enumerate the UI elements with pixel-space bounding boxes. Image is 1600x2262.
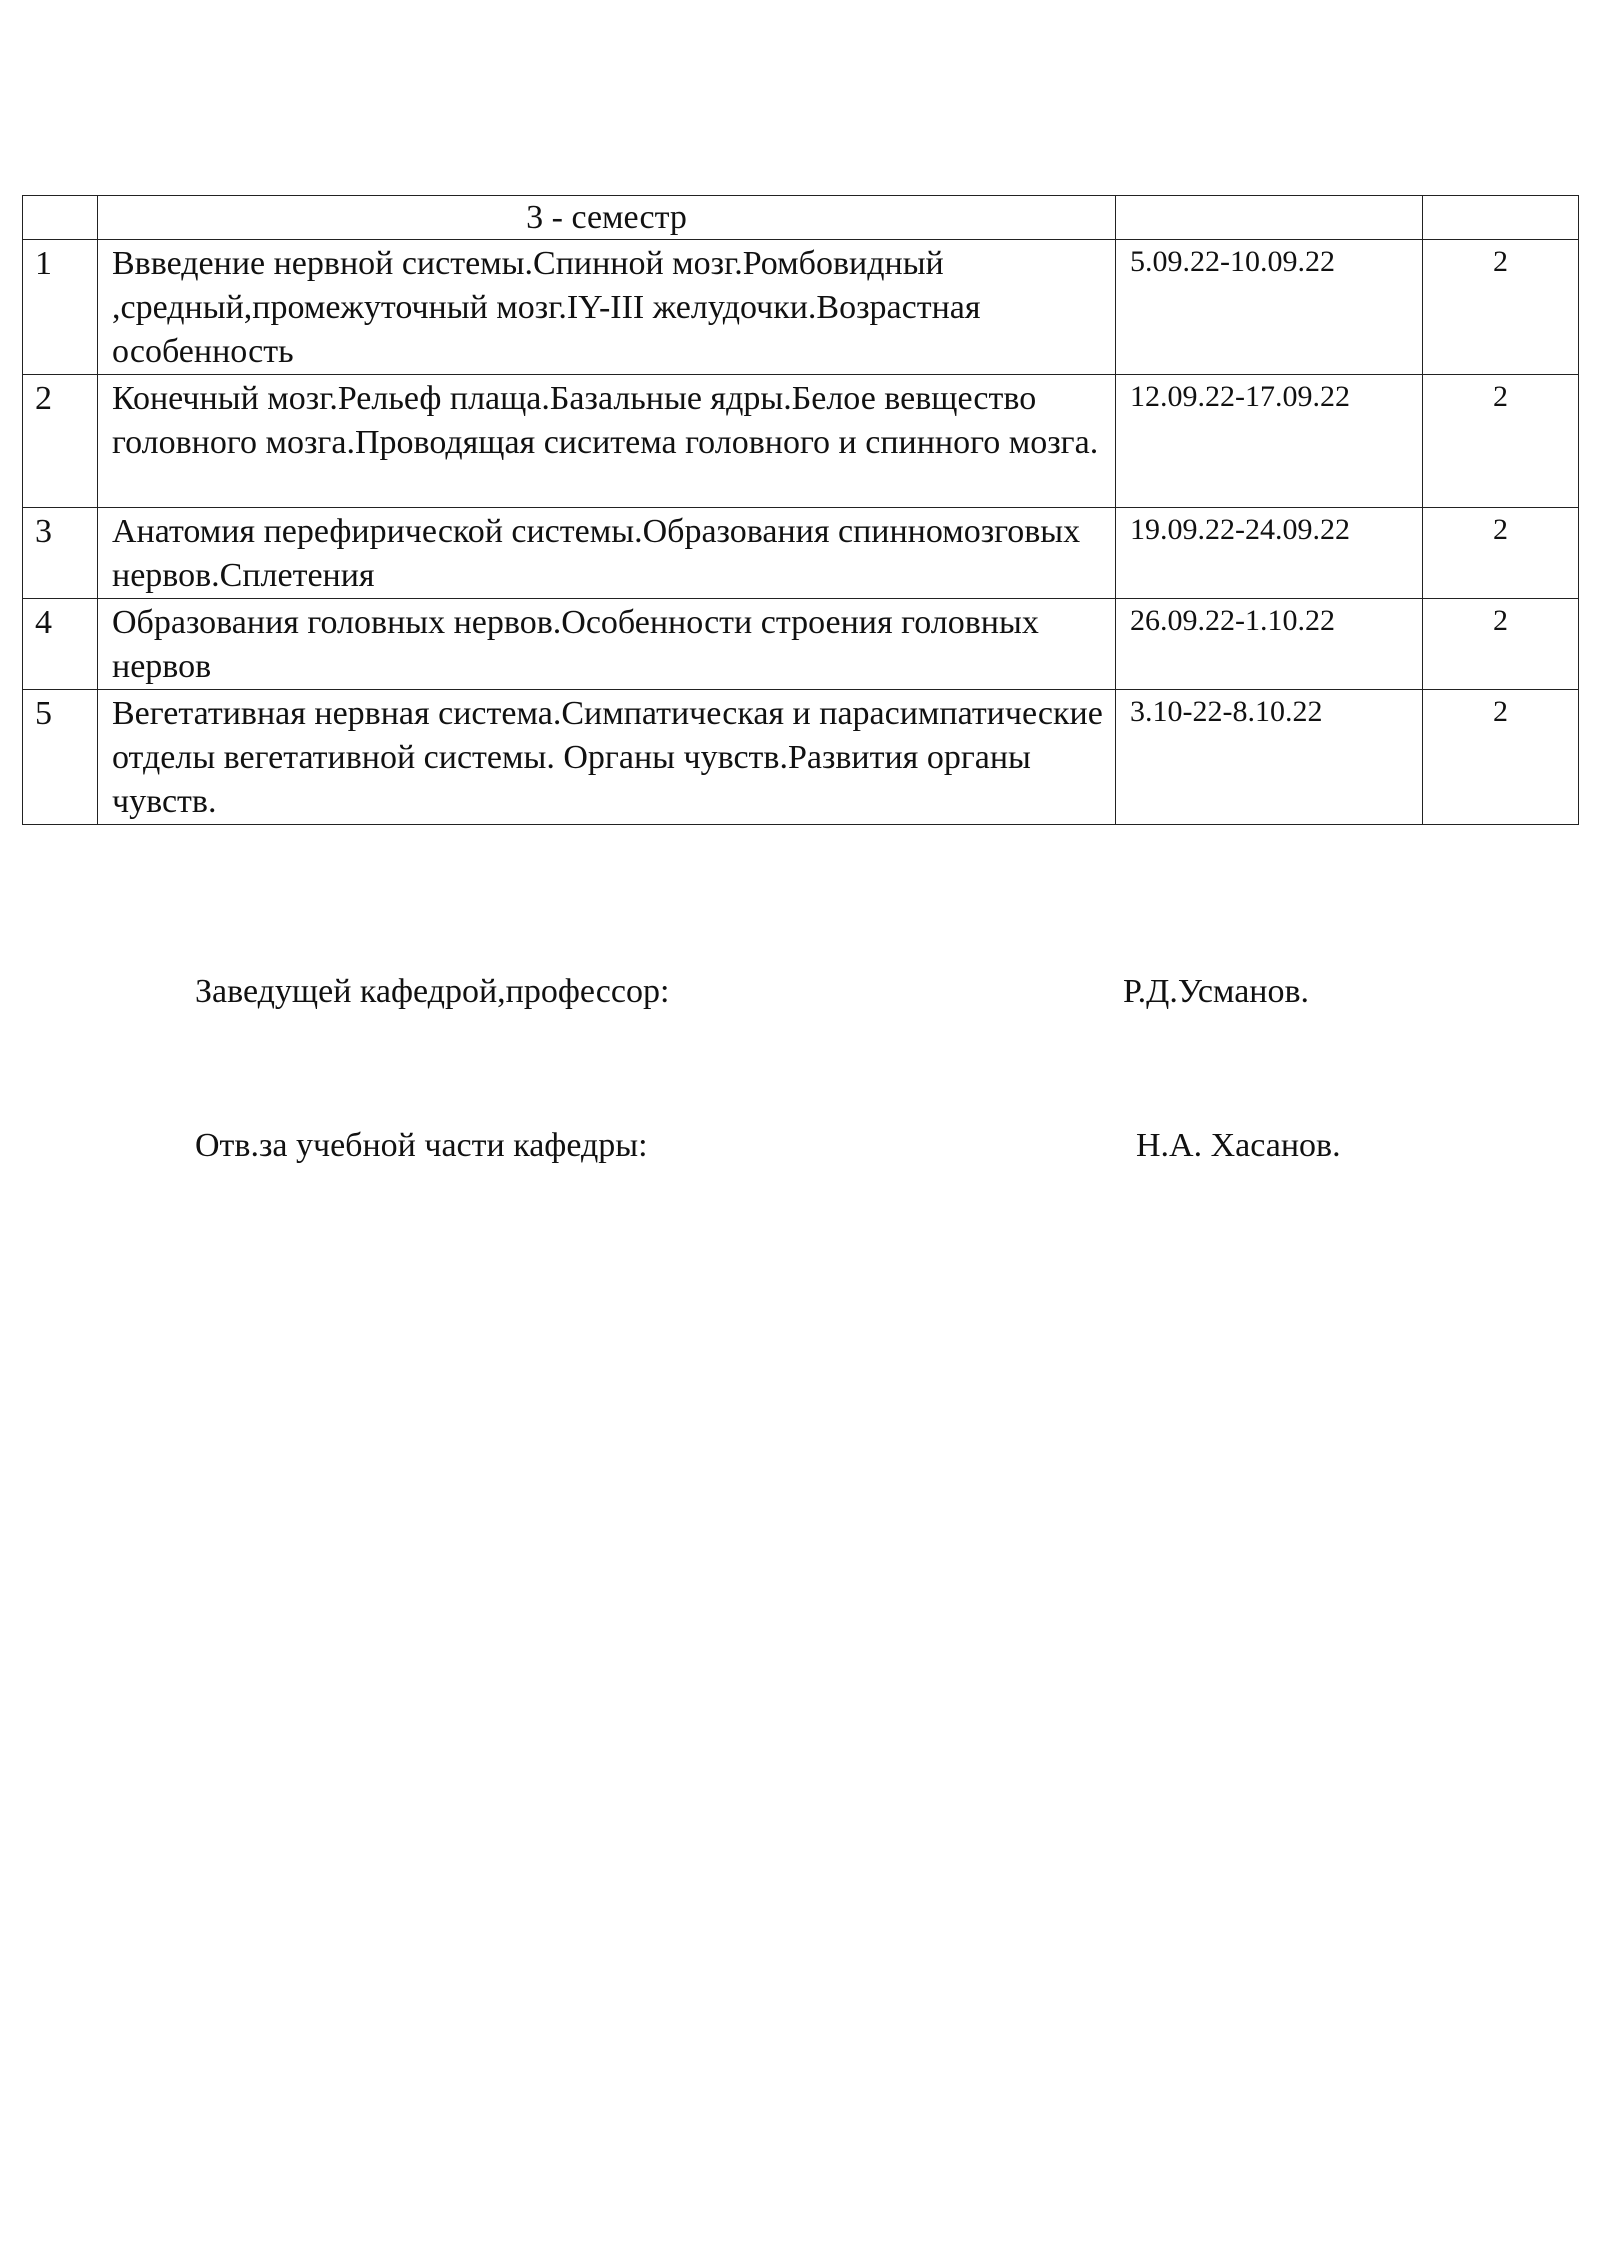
row-topic: Конечный мозг.Рельеф плаща.Базальные ядры.Белое вевщество головного мозга.Проводящая сиситема головного и спинного мозга. [98, 375, 1116, 508]
row-hours: 2 [1423, 690, 1579, 825]
row-number: 1 [23, 240, 98, 375]
row-number: 4 [23, 599, 98, 690]
row-dates: 5.09.22-10.09.22 [1116, 240, 1423, 375]
row-hours: 2 [1423, 599, 1579, 690]
table-row [23, 690, 1579, 825]
row-dates: 12.09.22-17.09.22 [1116, 375, 1423, 508]
semester-title: 3 - семестр [98, 196, 1116, 240]
row-dates: 19.09.22-24.09.22 [1116, 508, 1423, 599]
header-num-cell [23, 196, 98, 240]
row-hours: 2 [1423, 240, 1579, 375]
table-row [23, 599, 1579, 690]
table-row [23, 508, 1579, 599]
row-number: 2 [23, 375, 98, 508]
table-row [23, 375, 1579, 508]
academic-affairs-name: Н.А. Хасанов. [1136, 1127, 1341, 1164]
head-of-department-name: Р.Д.Усманов. [1123, 973, 1310, 1010]
row-hours: 2 [1423, 375, 1579, 508]
row-topic: Вегетативная нервная система.Симпатическая и парасимпатические отделы вегетативной системы. Органы чувств.Развития органы чувств. [98, 690, 1116, 825]
table-header-row [23, 196, 1579, 240]
row-dates: 3.10-22-8.10.22 [1116, 690, 1423, 825]
head-of-department-label: Заведущей кафедрой,профессор: [195, 973, 670, 1010]
row-hours: 2 [1423, 508, 1579, 599]
table-row [23, 240, 1579, 375]
row-number: 5 [23, 690, 98, 825]
row-number: 3 [23, 508, 98, 599]
header-date-cell [1116, 196, 1423, 240]
row-dates: 26.09.22-1.10.22 [1116, 599, 1423, 690]
row-topic: Ввведение нервной системы.Спинной мозг.Ромбовидный ,средный,промежуточный мозг.IY-III желудочки.Возрастная особенность [98, 240, 1116, 375]
row-topic: Анатомия перефирической системы.Образования спинномозговых нервов.Сплетения [98, 508, 1116, 599]
header-hours-cell [1423, 196, 1579, 240]
schedule-table [22, 195, 1579, 825]
academic-affairs-label: Отв.за учебной части кафедры: [195, 1127, 648, 1164]
row-topic: Образования головных нервов.Особенности строения головных нервов [98, 599, 1116, 690]
